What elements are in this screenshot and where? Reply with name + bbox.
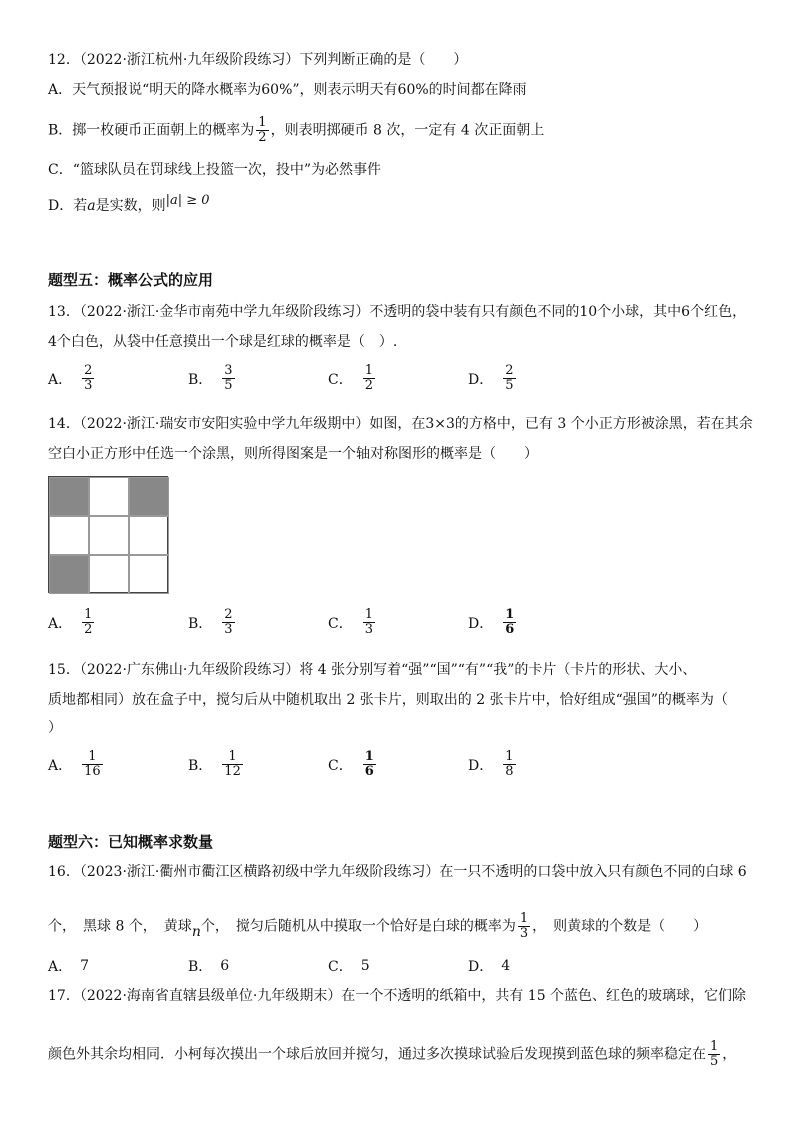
fraction: [82, 750, 103, 779]
fraction: [222, 750, 243, 779]
option-label: B．: [188, 371, 213, 388]
q16-option-c: [328, 956, 370, 976]
fraction: $\frac{1}{5}$: [710, 1039, 719, 1069]
option-label: D．: [468, 757, 494, 774]
q12-b-text-end: ，则表明掷硬币 8 次，一定有 4 次正面朝上: [270, 122, 545, 139]
section-heading-6: 题型六：已知概率求数量: [48, 833, 214, 851]
q16-line2-pre: 个， 黑球 8 个， 黄球: [48, 918, 192, 935]
q12-stem: 12．（2022·浙江杭州·九年级阶段练习）下列判断正确的是（ ）: [48, 52, 468, 68]
fraction: [363, 364, 375, 393]
numerator: 2: [505, 363, 514, 378]
q12-d-pre: D．若: [48, 198, 88, 214]
option-label: B．: [188, 959, 213, 975]
numerator: 1: [364, 749, 374, 764]
q15-line2: 质地都相同）放在盒子中，搅匀后从中随机取出 2 张卡片，则取出的 2 张卡片中，恰好组成“强国”的概率为（: [48, 692, 728, 708]
numerator: 1: [364, 363, 373, 378]
q12-option-c: C．“篮球队员在罚球线上投篮一次，投中”为必然事件: [48, 162, 382, 178]
fraction: $\frac{1}{2}$: [258, 115, 267, 145]
q16-line2-post: ， 则黄球的个数是（ ）: [532, 918, 708, 935]
q15-option-b: [188, 750, 245, 779]
numerator: 1: [228, 749, 237, 764]
option-label: A．: [48, 371, 73, 388]
q13-option-c: [328, 364, 377, 393]
q13-line1: 13．（2022·浙江·金华市南苑中学九年级阶段练习）不透明的袋中装有只有颜色不同的10个小球，其中6个红色，: [48, 304, 747, 320]
fraction: [222, 364, 234, 393]
option-label: D．: [468, 615, 494, 632]
option-label: A．: [48, 757, 73, 774]
grid-cell-blank: [129, 555, 169, 594]
option-value: 7: [80, 958, 90, 974]
option-label: C．: [328, 371, 353, 388]
grid-cell-blank: [129, 516, 169, 555]
q17-line2-text: 颜色外其余均相同．小柯每次摸出一个球后放回并搅匀，通过多次摸球试验后发现摸到蓝色球的频率稳定在: [48, 1046, 706, 1063]
q17-line1: 17．（2022·海南省直辖县级单位·九年级期末）在一个不透明的纸箱中，共有 15 个蓝色、红色的玻璃球，它们除: [48, 988, 747, 1004]
denominator: 12: [224, 764, 241, 779]
option-label: C．: [328, 959, 353, 975]
numerator: 1: [505, 749, 514, 764]
grid-cell-blank: [49, 516, 89, 555]
denominator: 5: [224, 378, 233, 393]
grid-cell-blank: [89, 516, 129, 555]
numerator: 2: [84, 363, 93, 378]
option-value: 5: [360, 958, 370, 974]
denominator: 3: [364, 622, 373, 637]
q14-option-d: [468, 608, 518, 637]
option-value: 4: [501, 958, 511, 974]
fraction: [363, 608, 375, 637]
q16-option-a: [48, 956, 89, 976]
fraction: [82, 608, 94, 637]
denominator: 6: [505, 622, 515, 637]
denominator: 16: [84, 764, 101, 779]
q14-line2: 空白小正方形中任选一个涂黑，则所得图案是一个轴对称图形的概率是（ ）: [48, 446, 538, 462]
fraction: [82, 364, 94, 393]
q17-line2: [48, 1040, 736, 1069]
option-value: 6: [220, 958, 230, 974]
q15-line3: ）: [48, 720, 62, 736]
q15-option-c: [328, 750, 378, 779]
option-label: A．: [48, 615, 73, 632]
q13-option-b: [188, 364, 237, 393]
grid-cell-blank: [89, 477, 129, 516]
fraction: [503, 608, 516, 637]
denominator: 3: [224, 622, 233, 637]
numerator: 1: [84, 607, 93, 622]
q16-line1: 16．（2023·浙江·衢州市衢江区横路初级中学九年级阶段练习）在一只不透明的口袋中放入只有颜色不同的白球 6: [48, 864, 747, 880]
grid-cell-shaded: [49, 555, 89, 594]
numerator: 3: [224, 363, 233, 378]
q14-line1: 14．（2022·浙江·瑞安市安阳实验中学九年级期中）如图，在3×3的方格中，已有 3 个小正方形被涂黑，若在其余: [48, 416, 753, 432]
q12-option-a: A．天气预报说“明天的降水概率为60%”，则表示明天有60%的时间都在降雨: [48, 82, 527, 98]
denominator: 3: [84, 378, 93, 393]
denominator: 2: [364, 378, 373, 393]
q13-option-a: [48, 364, 96, 393]
numerator: 2: [224, 607, 233, 622]
q13-option-d: [468, 364, 518, 393]
grid-cell-shaded: [129, 477, 169, 516]
option-label: C．: [328, 757, 353, 774]
denominator: 8: [505, 764, 514, 779]
fraction: [222, 608, 234, 637]
q17-line2-post: ，: [722, 1046, 737, 1063]
q16-option-d: [468, 956, 510, 976]
q16-option-b: [188, 956, 229, 976]
numerator: 1: [505, 607, 515, 622]
q12-d-expr: |a| ≥ 0: [165, 193, 210, 208]
denominator: 6: [364, 764, 374, 779]
numerator: 1: [88, 749, 97, 764]
option-label: B．: [188, 615, 213, 632]
fraction: $\frac{1}{3}$: [519, 911, 529, 941]
section-heading-5: 题型五：概率公式的应用: [48, 271, 214, 289]
option-label: D．: [468, 959, 494, 975]
option-label: D．: [468, 371, 494, 388]
q15-option-d: [468, 750, 518, 779]
q16-line2-mid: 个， 搅匀后随机从中摸取一个恰好是白球的概率为: [200, 918, 516, 935]
grid-cell-shaded: [49, 477, 89, 516]
q14-option-b: [188, 608, 237, 637]
option-label: A．: [48, 959, 73, 975]
q15-line1: 15．（2022·广东佛山·九年级阶段练习）将 4 张分别写着“强”“国”“有”“我”的卡片（卡片的形状、大小、: [48, 662, 697, 678]
q12-option-b: [48, 116, 544, 145]
q12-b-text: B．掷一枚硬币正面朝上的概率为: [48, 122, 255, 139]
q15-option-a: [48, 750, 105, 779]
fraction: [503, 750, 515, 779]
q16-line2: [48, 912, 707, 941]
option-label: B．: [188, 757, 213, 774]
numerator: 1: [364, 607, 373, 622]
q14-grid-figure: [48, 476, 168, 593]
option-label: C．: [328, 615, 353, 632]
q16-var: n: [191, 923, 201, 940]
denominator: 5: [505, 378, 514, 393]
grid-cell-blank: [89, 555, 129, 594]
q13-line2: 4个白色，从袋中任意摸出一个球是红球的概率是（ ）.: [48, 334, 398, 350]
denominator: 2: [84, 622, 93, 637]
q14-option-c: [328, 608, 377, 637]
q14-option-a: [48, 608, 96, 637]
q12-d-var: a: [87, 198, 96, 214]
fraction: [363, 750, 376, 779]
q12-d-mid: 是实数，则: [95, 198, 166, 214]
q12-option-d: [48, 193, 210, 217]
fraction: [503, 364, 515, 393]
